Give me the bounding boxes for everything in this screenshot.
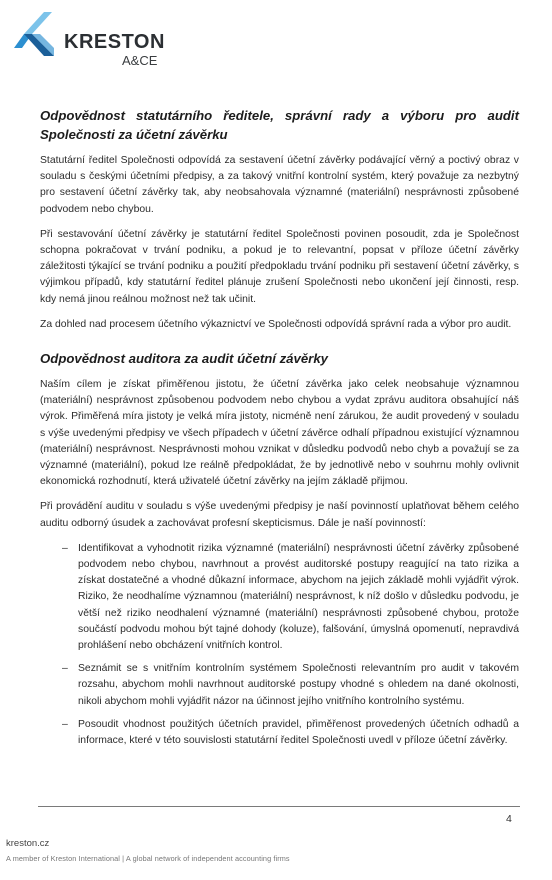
footer-network-note: A member of Kreston International | A global network of independent accounting firms bbox=[6, 854, 290, 863]
list-item-text: Seznámit se s vnitřním kontrolním systémem Společnosti relevantním pro audit v takovém rozsahu, abychom mohli navrhnout auditorské postupy vhodné s ohledem na dané okolnosti, nikoli abychom mohli vyjádřit názor na účinnost jejího vnitřního kontrolního systému. bbox=[78, 663, 519, 707]
footer-website-link[interactable]: kreston.cz bbox=[6, 838, 50, 849]
paragraph: Při provádění auditu v souladu s výše uvedenými předpisy je naší povinností uplatňovat během celého auditu odborný úsudek a zachovávat profesní skepticismus. Dále je naší povinností: bbox=[40, 501, 519, 529]
section-heading-auditor: Odpovědnost auditora za audit účetní závěrky bbox=[40, 351, 328, 367]
dash-marker: – bbox=[62, 663, 68, 675]
paragraph: Při sestavování účetní závěrky je statutární ředitel Společnosti povinen posoudit, zda je Společnost schopna pokračovat v trvání podniku, a pokud je to relevantní, popsat v příloze účetní závěrky záležitosti týkající se trvání podniku a použití předpokladu trvání podniku při sestavení účetní závěrky, s výjimkou případů, kdy statutární ředitel plánuje zrušení Společnosti nebo ukončení její činnosti, resp. kdy nemá jinou reálnou možnost než tak učinit. bbox=[40, 228, 519, 305]
auditor-duties-list bbox=[40, 541, 519, 749]
list-item bbox=[40, 717, 519, 749]
list-item bbox=[40, 541, 519, 654]
document-body bbox=[40, 106, 519, 756]
paragraph: Naším cílem je získat přiměřenou jistotu, že účetní závěrka jako celek neobsahuje významnou (materiální) nesprávnost způsobenou podvodem nebo chybou a vydat zprávu auditora obsahující náš výrok. Přiměřená míra jistoty je velká míra jistoty, nicméně není zárukou, že audit provedený v souladu s výše uvedenými předpisy ve všech případech v účetní závěrce odhalí případnou existující významnou (materiální) nesprávnost. Nesprávnosti mohou vznikat v důsledku podvodů nebo chyb a považují se za významné (materiální), pokud lze reálně předpokládat, že by jednotlivě nebo v souhrnu mohly ovlivnit ekonomická rozhodnutí, která uživatelé účetní závěrky na jejím základě přijmou. bbox=[40, 379, 519, 488]
logo-brand-sub: A&CE bbox=[122, 53, 158, 68]
page-number: 4 bbox=[506, 813, 512, 825]
paragraph: Statutární ředitel Společnosti odpovídá za sestavení účetní závěrky podávající věrný a poctivý obraz v souladu s českými účetními předpisy, a za takový vnitřní kontrolní systém, který považuje za nezbytný pro sestavení účetní závěrky tak, aby neobsahovala významné (materiální) nesprávnosti způsobené podvodem nebo chybou. bbox=[40, 155, 519, 215]
dash-marker: – bbox=[62, 718, 68, 730]
paragraph: Za dohled nad procesem účetního výkaznictví ve Společnosti odpovídá správní rada a výbor pro audit. bbox=[40, 318, 512, 330]
footer-divider bbox=[38, 806, 520, 807]
kreston-logo bbox=[12, 8, 172, 72]
logo-brand-name: KRESTON bbox=[64, 31, 165, 53]
list-item-text: Posoudit vhodnost použitých účetních pravidel, přiměřenost provedených účetních odhadů a informace, které v této souvislosti statutární ředitel Společnosti uvedl v příloze účetní závěrky. bbox=[78, 718, 519, 747]
list-item bbox=[40, 661, 519, 710]
section-heading-management: Odpovědnost statutárního ředitele, správní rady a výboru pro audit Společnosti za účetní závěrku bbox=[40, 108, 519, 142]
list-item-text: Identifikovat a vyhodnotit rizika významné (materiální) nesprávnosti účetní závěrky způsobené podvodem nebo chybou, navrhnout a provést auditorské postupy reagující na tato rizika a získat dostatečné a vhodné důkazní informace, abychom na jejich základě mohli vyjádřit výrok. Riziko, že neodhalíme významnou (materiální) nesprávnost, k níž došlo v důsledku podvodu, je větší než riziko neodhalení významné (materiální) nesprávnosti způsobené chybou, protože součástí podvodu mohou být tajné dohody (koluze), falšování, úmyslná opomenutí, nepravdivá prohlášení nebo obcházení vnitřních kontrol. bbox=[78, 542, 519, 652]
kreston-logo-mark-icon bbox=[12, 8, 56, 60]
dash-marker: – bbox=[62, 542, 68, 554]
